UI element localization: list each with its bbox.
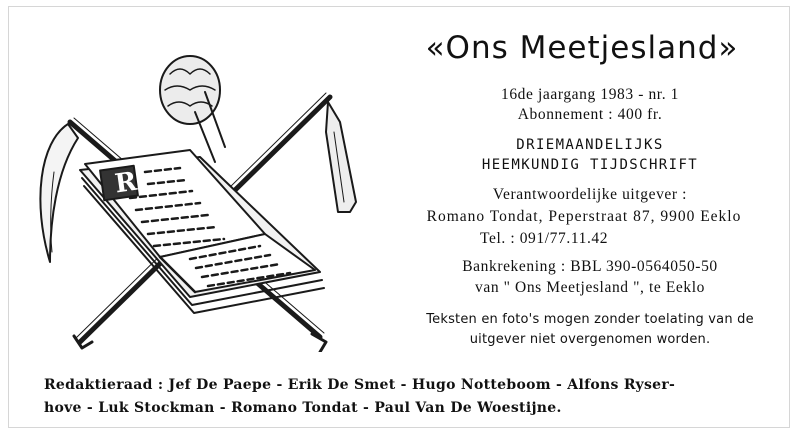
- publication-type-line2: HEEMKUNDIG TIJDSCHRIFT: [481, 157, 699, 173]
- bank-account: Bankrekening : BBL 390-0564050-50: [462, 258, 718, 275]
- book-scythe-flail-emblem-icon: [20, 52, 365, 352]
- notice-line1: Teksten en foto's mogen zonder toelating van de: [426, 312, 754, 327]
- notice-line2: uitgever niet overgenomen worden.: [469, 332, 711, 347]
- subscription-line: Abonnement : 400 fr.: [517, 106, 663, 123]
- publisher-phone: Tel. : 091/77.11.42: [480, 230, 609, 247]
- volume-line: 16de jaargang 1983 - nr. 1: [500, 86, 680, 103]
- publisher-heading: Verantwoordelijke uitgever :: [492, 186, 688, 203]
- bank-holder: van " Ons Meetjesland ", te Eeklo: [474, 279, 706, 296]
- editorial-board-line2: hove - Luk Stockman - Romano Tondat - Paul Van De Woestijne.: [44, 400, 562, 416]
- publication-type-line1: DRIEMAANDELIJKS: [516, 137, 664, 153]
- editorial-board-line1: Redaktieraad : Jef De Paepe - Erik De Smet - Hugo Notteboom - Alfons Ryser-: [44, 377, 676, 393]
- illuminated-initial: R: [113, 166, 139, 200]
- publisher-address: Romano Tondat, Peperstraat 87, 9900 Eeklo: [426, 208, 742, 225]
- masthead-title: «Ons Meetjesland»: [425, 30, 739, 66]
- editorial-board: [44, 374, 764, 420]
